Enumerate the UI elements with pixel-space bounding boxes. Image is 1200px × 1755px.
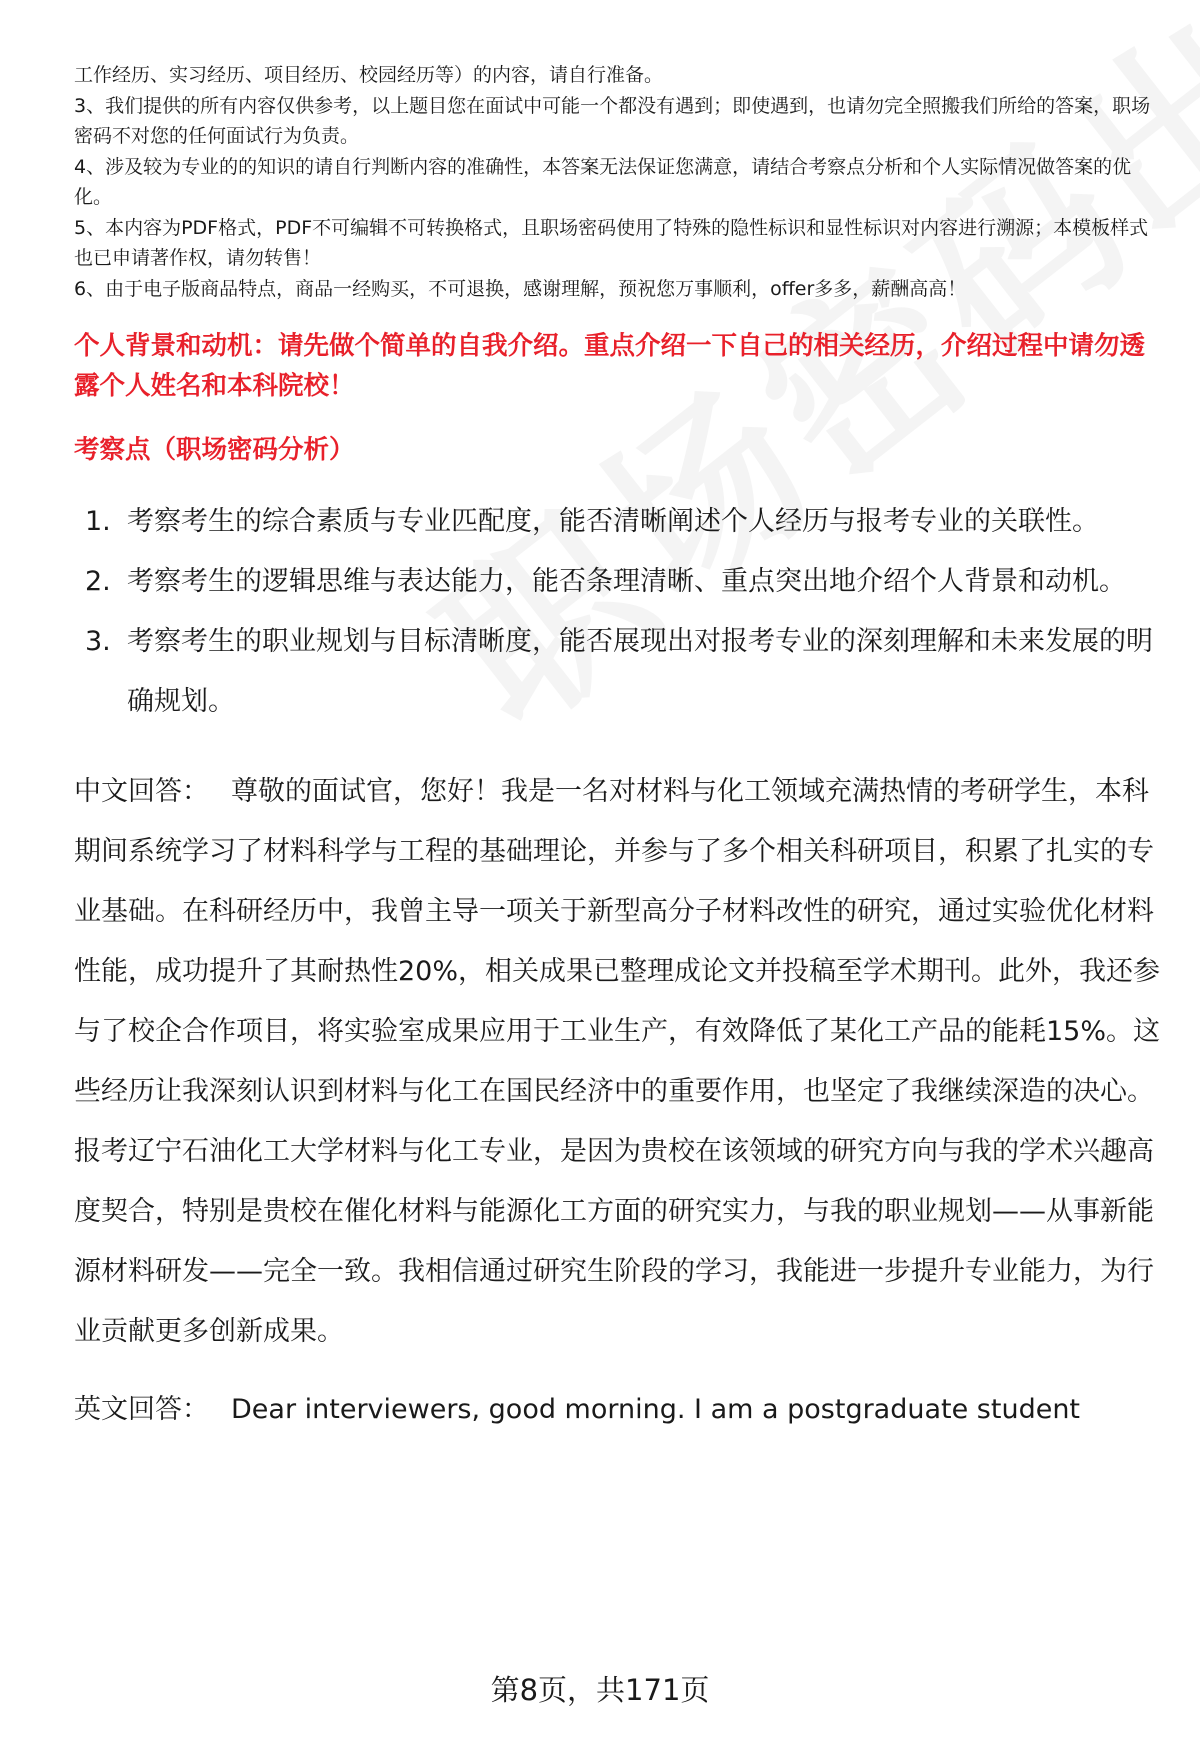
english-answer bbox=[74, 1380, 1164, 1440]
notes-section bbox=[74, 60, 1164, 304]
note-line: 6、由于电子版商品特点，商品一经购买，不可退换，感谢理解，预祝您万事顺利，offer多多，薪酬高高！ bbox=[74, 277, 967, 300]
page-number-footer: 第8页，共171页 bbox=[490, 1673, 710, 1707]
point-text: 考察考生的职业规划与目标清晰度，能否展现出对报考专业的深刻理解和未来发展的明确规划。 bbox=[127, 626, 1153, 717]
point-number: 1. bbox=[85, 506, 111, 537]
point-text: 考察考生的逻辑思维与表达能力，能否条理清晰、重点突出地介绍个人背景和动机。 bbox=[127, 566, 1126, 597]
english-answer-text: Dear interviewers, good morning. I am a postgraduate student bbox=[231, 1394, 1081, 1425]
note-line: 工作经历、实习经历、项目经历、校园经历等）的内容，请自行准备。 bbox=[74, 64, 664, 86]
page-content bbox=[74, 60, 1164, 1440]
points-list bbox=[74, 492, 1164, 732]
note-line: 4、涉及较为专业的的知识的请自行判断内容的准确性，本答案无法保证您满意，请结合考察点分析和个人实际情况做答案的优化。 bbox=[74, 155, 1132, 208]
points-title: 考察点（职场密码分析） bbox=[74, 435, 355, 465]
chinese-answer-label: 中文回答： bbox=[74, 776, 209, 807]
point-text: 考察考生的综合素质与专业匹配度，能否清晰阐述个人经历与报考专业的关联性。 bbox=[127, 506, 1099, 537]
chinese-answer-text: 尊敬的面试官，您好！我是一名对材料与化工领域充满热情的考研学生，本科期间系统学习了材料科学与工程的基础理论，并参与了多个相关科研项目，积累了扎实的专业基础。在科研经历中，我曾主导一项关于新型高分子材料改性的研究，通过实验优化材料性能，成功提升了其耐热性20%，相关成果已整理成论文并投稿至学术期刊。此外，我还参与了校企合作项目，将实验室成果应用于工业生产，有效降低了某化工产品的能耗15%。这些经历让我深刻认识到材料与化工在国民经济中的重要作用，也坚定了我继续深造的决心。报考辽宁石油化工大学材料与化工专业，是因为贵校在该领域的研究方向与我的学术兴趣高度契合，特别是贵校在催化材料与能源化工方面的研究实力，与我的职业规划——从事新能源材料研发——完全一致。我相信通过研究生阶段的学习，我能进一步提升专业能力，为行业贡献更多创新成果。 bbox=[74, 776, 1161, 1347]
point-number: 3. bbox=[85, 626, 111, 657]
note-line: 3、我们提供的所有内容仅供参考，以上题目您在面试中可能一个都没有遇到；即使遇到，也请勿完全照搬我们所给的答案，职场密码不对您的任何面试行为负责。 bbox=[74, 94, 1151, 147]
point-item bbox=[74, 552, 1164, 612]
point-item bbox=[74, 492, 1164, 552]
note-line: 5、本内容为PDF格式，PDF不可编辑不可转换格式，且职场密码使用了特殊的隐性标识和显性标识对内容进行溯源；本模板样式也已申请著作权，请勿转售！ bbox=[74, 216, 1149, 269]
english-answer-label: 英文回答： bbox=[74, 1394, 209, 1425]
chinese-answer bbox=[74, 762, 1164, 1362]
question-title: 个人背景和动机：请先做个简单的自我介绍。重点介绍一下自己的相关经历，介绍过程中请勿透露个人姓名和本科院校！ bbox=[74, 331, 1146, 401]
point-item bbox=[74, 612, 1164, 732]
point-number: 2. bbox=[85, 566, 111, 597]
